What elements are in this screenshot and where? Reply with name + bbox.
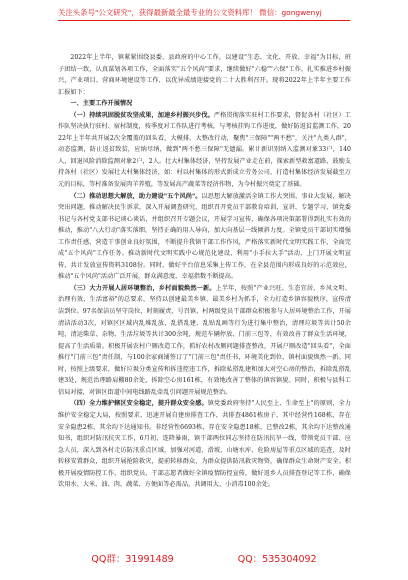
item-3-body: 上半年，按照"产业兴旺、生态宜居、乡风文明、治理有效、生活富裕"的总要求，坚持以创建最美乡镇、最美乡村为抓手，全力打造乡镇容貌秩序，宣传清洁到位。97名保洁员坚守岗位，时刻履责，号召镇、村两级党员干部群众积极参与人居环境整治工作，开展清洁活动3次，对镇区区域内乱堆乱放、乱搭乱建、乱贴乱画等行为进行集中整治，清理垃圾等共计50余吨，清运柴草、杂物、生活垃圾等共计300余吨，规范车辆停放、门前三包等，有效改善了群众生活环境，提高了生活质量。积极开展农村户厕改造工作，抓好农村改厕问题排查整改，开展户厕改造"回头看"，全面推行"门前三包"责任制，与100余家商铺签订了"门前三包"责任书，环境美化到位，镇村面貌焕然一新。同时，按照上级要求，做好垃圾分类宣传和拆违控违工作，拆除私搭乱建和加大对空心房的整治，拆除乱搭乱建3处，规范治理路肩棚80余处，拆除空心房161栋，有效地改善了整体的镇容镇貌。同时，积极与县科工信局对接，对镇区街道中间电线路乱牵乱引问题开展规范整治。 xyxy=(58,284,351,396)
item-4-title: （四）全力维护辖区安全稳定，提升群众安全感。 xyxy=(70,400,208,408)
item-1-body: 严格贯彻落实驻村工作要求，督促各村（社区）工作队坚决执行驻村、宿村制度，按季度对工作队进行考核，与考核挂钩工作进度，做好防返贫监测工作，2022年上半年共开展2次全覆盖的回头看，大模排、大整改行动，聚焦"三保障""两不愁"，关注"九类人群"，动态监测，防止返贫致贫，应纳尽纳，做到"两不愁三保障"无遗漏。累计新识别纳入监测对象33户，140人，回退风险消除监测对象2户，2人。壮大村集体经济，坚持发展产业走在前，探索新型救富道路，鼓励支持各村（社区）发展壮大村集体经济，如：村以村集体的形式新成立劳务公司，打造村集体经济发展截至万元的目标，等村准备发展肉羊养殖，等发展高产蔬菜等经济作物，为今村振兴奠定了基础。 xyxy=(58,111,352,189)
item-3-paragraph xyxy=(58,283,351,398)
qq-label: QQ：535304092 xyxy=(237,554,317,565)
item-1-paragraph xyxy=(58,110,351,191)
contact-footer xyxy=(0,554,408,566)
intro-paragraph: 2022年上半年，镇紧紧围绕县委、县政府的中心工作，以建设"生态、文化、开放、幸福"为目标，班子团结一致，认真谋划各项工作，全面落实"五个风尚"要求，继续做好"六稳""六保"工作，扎实推进乡村振兴，产业项目、营商环境建设等工作，以优异成绩迎接党的二十大胜利召开。现将2022年上半年主要工作汇报如下： xyxy=(58,54,351,96)
item-2-body: 以思想大解放激活全镇工作大突围、事业大发展，解决突出问题，推动解决民生诉求，深入开展调查研究，组织召开党员干部教育培训、宣讲、专题学习，镇党委书记与各村党支部书记谈心谈话，并组织召开专题会议，开展学习宣传，确保各项决策部署得到扎实有效的推动，推动"八大行动"落实落细，坚持正确的用人导向，加大向基层一线倾斜力度。全镇党员干部切实增强工作责任感，营造干事创业良好氛围，不断提升我镇干部工作作风，严格落实新时代文明实践工作，全面完成"五个风尚"工作任务。推动新时代文明实践中心规范化建设，利用"小手拉大手"活动，上门开展文明宣传，共计发放宣传资料3108份。同时，做好平台信息采集上传工作，在全县范围内形成良好的示范效应，推动"五个风尚"活动广泛开展，群众满意度、幸福指数不断提高。 xyxy=(58,192,351,281)
report-body xyxy=(58,52,351,491)
item-2-paragraph xyxy=(58,191,351,283)
item-2-title: （二）推动思想大解放，助力建设"五个风尚"。 xyxy=(70,192,202,200)
section-heading: 一、主要工作开展情况 xyxy=(70,100,133,108)
item-4-paragraph xyxy=(58,398,351,490)
item-1-title: （一）持续巩固脱贫攻坚成果，加速乡村振兴步伐。 xyxy=(70,111,214,119)
promo-banner: 关注头条号"公文研究"，获得最新最全最专业的公文资料库！ 微信：gongwenyj xyxy=(58,8,322,17)
banner-divider xyxy=(58,20,350,21)
qq-group-label: QQ群：31991489 xyxy=(91,554,174,565)
item-4-body: 镇党委政府坚持"人民至上、生命至上"的原则，全力维护安全稳定大局，按照要求，迅速开展自建房排查工作，共排查4861栋房子，其中经营性168栋，存在安全隐患2栋，其余均下达通知书。非经营性6693栋，存在安全隐患18栋，已整改2栋，其余均下达整改通知书，组织对防汛抗灾工作，6月初，连降暴雨，镇干部两位同志坚持在防汛抗旱一线，带领党员干部、应急人员，深入到各村走访防汛重点区域，加强对河道、滑坡、山塘水库、危险房屋等重点区域的巡查，及时转移安置群众，组织开展抢险救灾，提前转移群众，为群众提供防汛救灾物资，确保群众生命财产安全。积极开展疫情防控工作，组织党员、干部志愿者做好全镇疫情防控宣传，做好返乡人员排查登记等工作，确保饮用水、大米、油、肉、蔬菜、方便面等必需品，共调用大、小消毒100余处。 xyxy=(58,400,351,489)
item-3-title: （三）大力开展人居环境整治，乡村面貌焕然一新。 xyxy=(70,284,216,292)
